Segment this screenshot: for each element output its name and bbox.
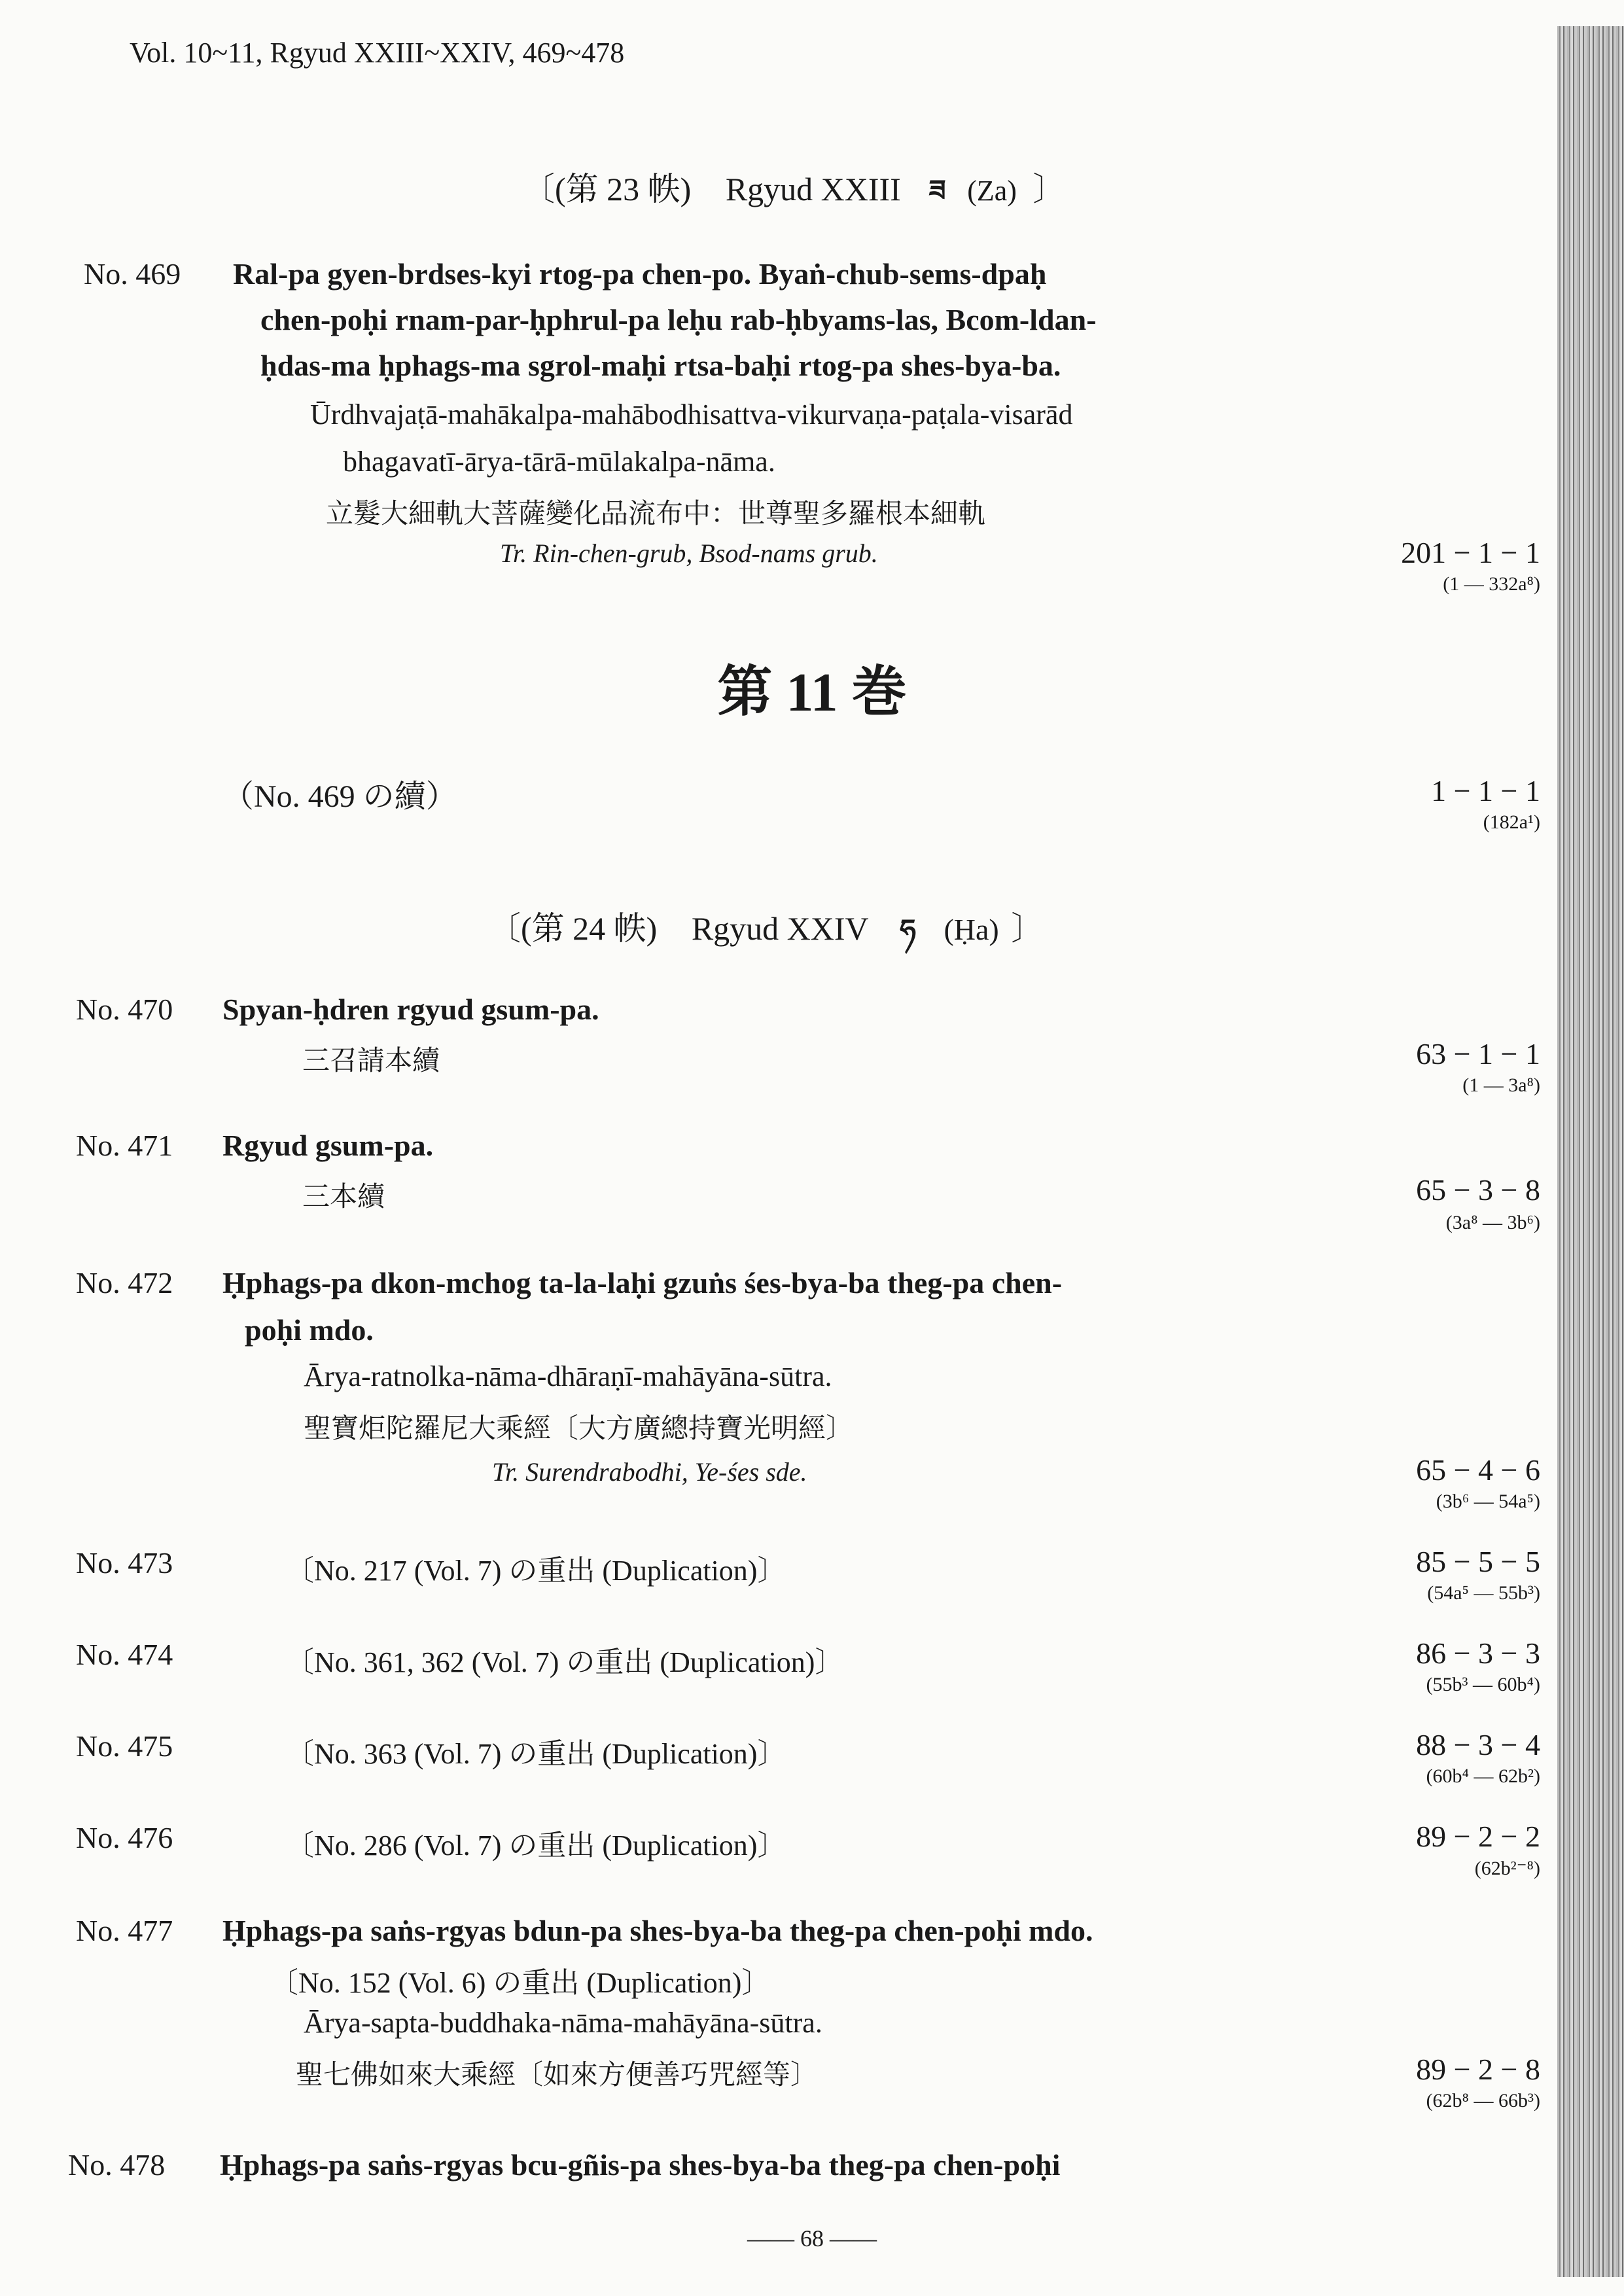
tibetan-title-line: Ral-pa gyen-brdses-kyi rtog-pa chen-po. Byaṅ-chub-sems-dpaḥ (233, 257, 1047, 291)
sanskrit-title-line: Ārya-ratnolka-nāma-dhāraṇī-mahāyāna-sūtra. (304, 1360, 832, 1392)
folio-range: (3b⁶ — 54a⁵) (1436, 1491, 1540, 1512)
translators: Tr. Surendrabodhi, Ye-śes sde. (492, 1457, 807, 1487)
tibetan-title-line: Ḥphags-pa dkon-mchog ta-la-laḥi gzuṅs śes-bya-ba theg-pa chen- (222, 1266, 1063, 1299)
page-number: —— 68 —— (747, 2225, 877, 2252)
entry-number: No. 475 (76, 1729, 173, 1763)
section-close: 〕 (1011, 910, 1044, 947)
duplication-note: 〔No. 217 (Vol. 7) の重出 (Duplication)〕 (285, 1555, 786, 1587)
section-roman: (Za) (967, 175, 1017, 207)
folio-range: (3a⁸ — 3b⁶) (1445, 1212, 1540, 1233)
section-roman: (Ḥa) (944, 913, 999, 946)
volume-page-ref: 85 − 5 − 5 (1416, 1545, 1540, 1578)
duplication-note: 〔No. 152 (Vol. 6) の重出 (Duplication)〕 (270, 1967, 771, 1999)
volume-page-ref: 89 − 2 − 2 (1416, 1820, 1540, 1853)
folio-range: (60b⁴ — 62b²) (1426, 1765, 1540, 1787)
entry-number: No. 474 (76, 1638, 173, 1671)
entry-number: No. 477 (76, 1914, 173, 1947)
duplication-note: 〔No. 361, 362 (Vol. 7) の重出 (Duplication)〕 (285, 1646, 844, 1678)
section-title: Rgyud XXIV (691, 910, 868, 947)
book-spine-edge (1557, 26, 1624, 2277)
volume-page-ref: 63 − 1 − 1 (1416, 1037, 1540, 1070)
sanskrit-title-line: Ārya-sapta-buddhaka-nāma-mahāyāna-sūtra. (304, 2007, 822, 2039)
section-close: 〕 (1033, 171, 1066, 207)
folio-range: (62b²⁻⁸) (1474, 1858, 1540, 1879)
duplication-note: 〔No. 286 (Vol. 7) の重出 (Duplication)〕 (285, 1829, 786, 1862)
folio-range: (1 — 332a⁸) (1443, 573, 1540, 595)
volume-page-ref: 88 − 3 − 4 (1416, 1728, 1540, 1761)
chinese-title: 聖七佛如來大乘經〔如來方便善巧咒經等〕 (296, 2058, 819, 2091)
tibetan-title-line: chen-poḥi rnam-par-ḥphrul-pa leḥu rab-ḥbyams-las, Bcom-ldan- (260, 303, 1097, 336)
entry-number: No. 473 (76, 1546, 173, 1580)
entry-number: No. 476 (76, 1821, 173, 1854)
volume-heading: 第 11 巻 (717, 662, 907, 723)
volume-page-ref: 89 − 2 − 8 (1416, 2053, 1540, 2086)
continued-note: （No. 469 の續） (222, 779, 457, 814)
chinese-title: 三召請本續 (302, 1044, 440, 1076)
tibetan-title-line: Ḥphags-pa saṅs-rgyas bcu-gñis-pa shes-bya-ba theg-pa chen-poḥi (220, 2148, 1061, 2181)
folio-range: (54a⁵ — 55b³) (1427, 1582, 1540, 1604)
folio-range: (182a¹) (1483, 811, 1540, 833)
volume-page-ref: 1 − 1 − 1 (1431, 774, 1540, 807)
entry-number: No. 471 (76, 1129, 173, 1162)
section-heading-24 (488, 898, 1044, 979)
chinese-title: 立髮大細軌大菩薩變化品流布中：世尊聖多羅根本細軌 (326, 497, 986, 529)
tibetan-title-line: Rgyud gsum-pa. (222, 1129, 434, 1162)
tibetan-title-line: poḥi mdo. (245, 1313, 374, 1347)
entry-number: No. 472 (76, 1266, 173, 1299)
tibetan-title-line: ḥdas-ma ḥphags-ma sgrol-maḥi rtsa-baḥi rtog-pa shes-bya-ba. (260, 349, 1061, 382)
folio-range: (1 — 3a⁸) (1462, 1074, 1540, 1096)
volume-page-ref: 201 − 1 − 1 (1401, 536, 1540, 569)
chinese-title: 三本續 (302, 1180, 385, 1212)
volume-page-ref: 65 − 4 − 6 (1416, 1453, 1540, 1487)
section-title: Rgyud XXIII (725, 171, 901, 207)
sanskrit-title-line: Ūrdhvajaṭā-mahākalpa-mahābodhisattva-vikurvaṇa-paṭala-visarād (310, 398, 1073, 431)
running-head: Vol. 10~11, Rgyud XXIII~XXIV, 469~478 (130, 37, 625, 69)
tibetan-letter-ha: ཧ (900, 914, 916, 946)
volume-page-ref: 86 − 3 − 3 (1416, 1636, 1540, 1670)
chinese-title: 聖寶炬陀羅尼大乘經〔大方廣總持寶光明經〕 (304, 1412, 854, 1444)
tibetan-letter-za: ཟ (928, 175, 946, 207)
tibetan-title-line: Ḥphags-pa saṅs-rgyas bdun-pa shes-bya-ba theg-pa chen-poḥi mdo. (222, 1914, 1093, 1947)
sanskrit-title-line: bhagavatī-ārya-tārā-mūlakalpa-nāma. (343, 446, 775, 478)
entry-number: No. 469 (84, 257, 181, 291)
folio-range: (62b⁸ — 66b³) (1426, 2090, 1540, 2111)
volume-page-ref: 65 − 3 − 8 (1416, 1173, 1540, 1207)
entry-number: No. 478 (68, 2148, 166, 2181)
section-open: 〔(第 23 帙) (522, 171, 692, 207)
tibetan-title-line: Spyan-ḥdren rgyud gsum-pa. (222, 993, 599, 1026)
translators: Tr. Rin-chen-grub, Bsod-nams grub. (500, 539, 878, 568)
duplication-note: 〔No. 363 (Vol. 7) の重出 (Duplication)〕 (285, 1738, 786, 1770)
entry-number: No. 470 (76, 993, 173, 1026)
section-heading-23 (522, 158, 1065, 239)
section-open: 〔(第 24 帙) (488, 910, 658, 947)
folio-range: (55b³ — 60b⁴) (1426, 1674, 1540, 1695)
